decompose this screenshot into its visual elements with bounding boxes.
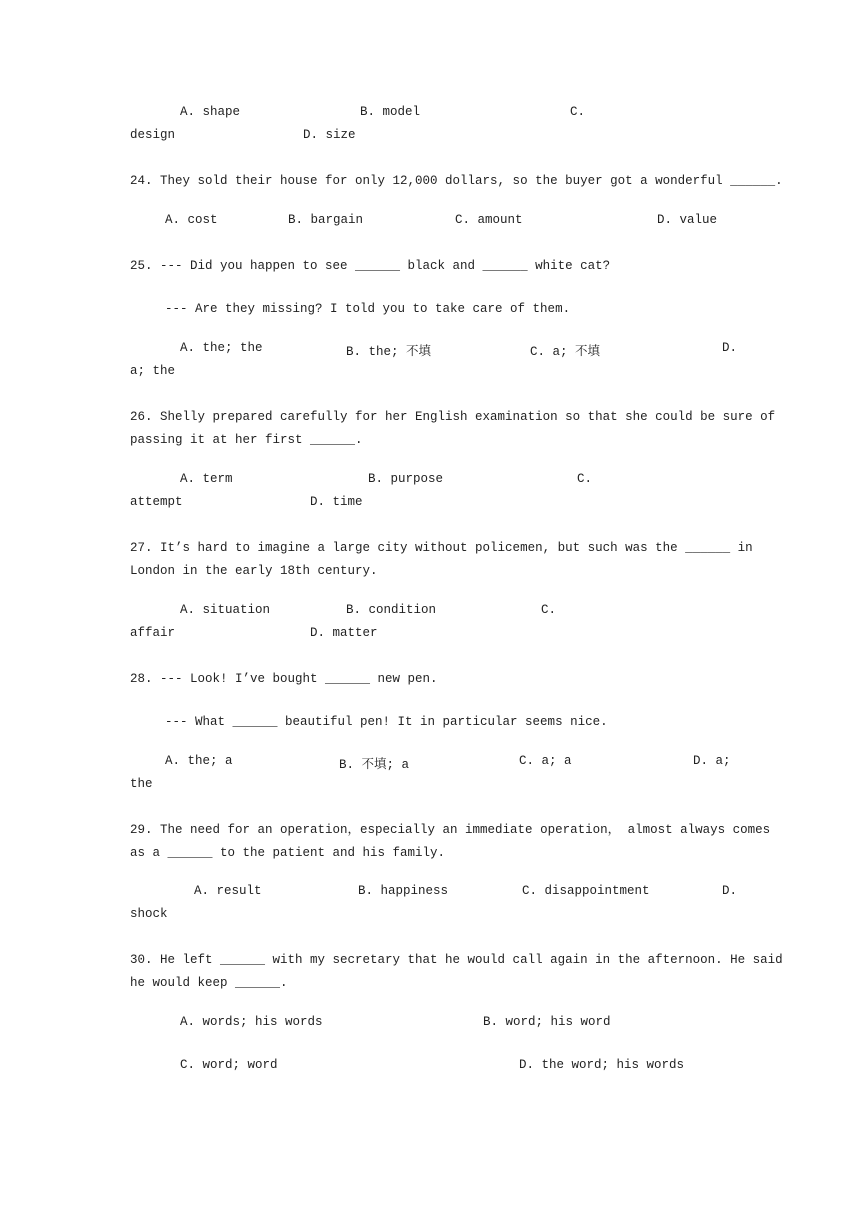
q30-stem-line-2: he would keep ______. — [130, 976, 288, 990]
q29-option-d-text: shock — [130, 907, 168, 921]
q26-option-a: A. term — [180, 472, 233, 486]
q26-option-b: B. purpose — [368, 472, 444, 486]
q28-option-c: C. a; a — [519, 754, 572, 768]
q23-option-b: B. model — [360, 105, 421, 119]
q27-option-b: B. condition — [346, 603, 437, 617]
q24-option-b: B. bargain — [288, 213, 364, 227]
q27-option-c-text: affair — [130, 626, 176, 640]
q29-option-a: A. result — [194, 884, 262, 898]
q28-option-a: A. the; a — [165, 754, 233, 768]
q29-option-d: D. — [722, 884, 738, 898]
q26-option-c: C. — [577, 472, 593, 486]
q30-stem-line-1: 30. He left ______ with my secretary that he would call again in the afternoon. He said — [130, 953, 783, 967]
q30-option-d: D. the word; his words — [519, 1058, 685, 1072]
q25-stem: 25. --- Did you happen to see ______ black and ______ white cat? — [130, 259, 611, 273]
q23-option-c-text: design — [130, 128, 176, 142]
q23-option-d: D. size — [303, 128, 356, 142]
q25-option-d: D. — [722, 341, 738, 355]
q23-option-a: A. shape — [180, 105, 241, 119]
q28-option-b: B. 不填; a — [339, 758, 410, 772]
q26-option-c-text: attempt — [130, 495, 183, 509]
q25-option-a: A. the; the — [180, 341, 263, 355]
q28-reply: --- What ______ beautiful pen! It in particular seems nice. — [165, 715, 608, 729]
q25-option-d-text: a; the — [130, 364, 176, 378]
q25-reply: --- Are they missing? I told you to take care of them. — [165, 302, 571, 316]
q29-option-b: B. happiness — [358, 884, 449, 898]
q27-stem-line-1: 27. It’s hard to imagine a large city without policemen, but such was the ______ in — [130, 541, 753, 555]
q28-stem: 28. --- Look! I’ve bought ______ new pen. — [130, 672, 438, 686]
q30-option-b: B. word; his word — [483, 1015, 611, 1029]
q29-stem-line-1: 29. The need for an operation，especially an immediate operation， almost always comes — [130, 823, 771, 837]
q24-option-c: C. amount — [455, 213, 523, 227]
q26-option-d: D. time — [310, 495, 363, 509]
q26-stem-line-2: passing it at her first ______. — [130, 433, 363, 447]
q30-option-a: A. words; his words — [180, 1015, 323, 1029]
q27-option-c: C. — [541, 603, 557, 617]
q28-option-d: D. a; — [693, 754, 731, 768]
q27-option-a: A. situation — [180, 603, 271, 617]
q26-stem-line-1: 26. Shelly prepared carefully for her English examination so that she could be sure of — [130, 410, 776, 424]
q27-option-d: D. matter — [310, 626, 378, 640]
q25-option-b: B. the; 不填 — [346, 345, 432, 359]
q24-option-a: A. cost — [165, 213, 218, 227]
q24-option-d: D. value — [657, 213, 718, 227]
q29-option-c: C. disappointment — [522, 884, 650, 898]
q29-stem-line-2: as a ______ to the patient and his family. — [130, 846, 446, 860]
q23-option-c: C. — [570, 105, 586, 119]
q24-stem: 24. They sold their house for only 12,000 dollars, so the buyer got a wonderful ______. — [130, 174, 783, 188]
q25-option-c: C. a; 不填 — [530, 345, 601, 359]
q28-option-d-text: the — [130, 777, 153, 791]
q27-stem-line-2: London in the early 18th century. — [130, 564, 378, 578]
q30-option-c: C. word; word — [180, 1058, 278, 1072]
